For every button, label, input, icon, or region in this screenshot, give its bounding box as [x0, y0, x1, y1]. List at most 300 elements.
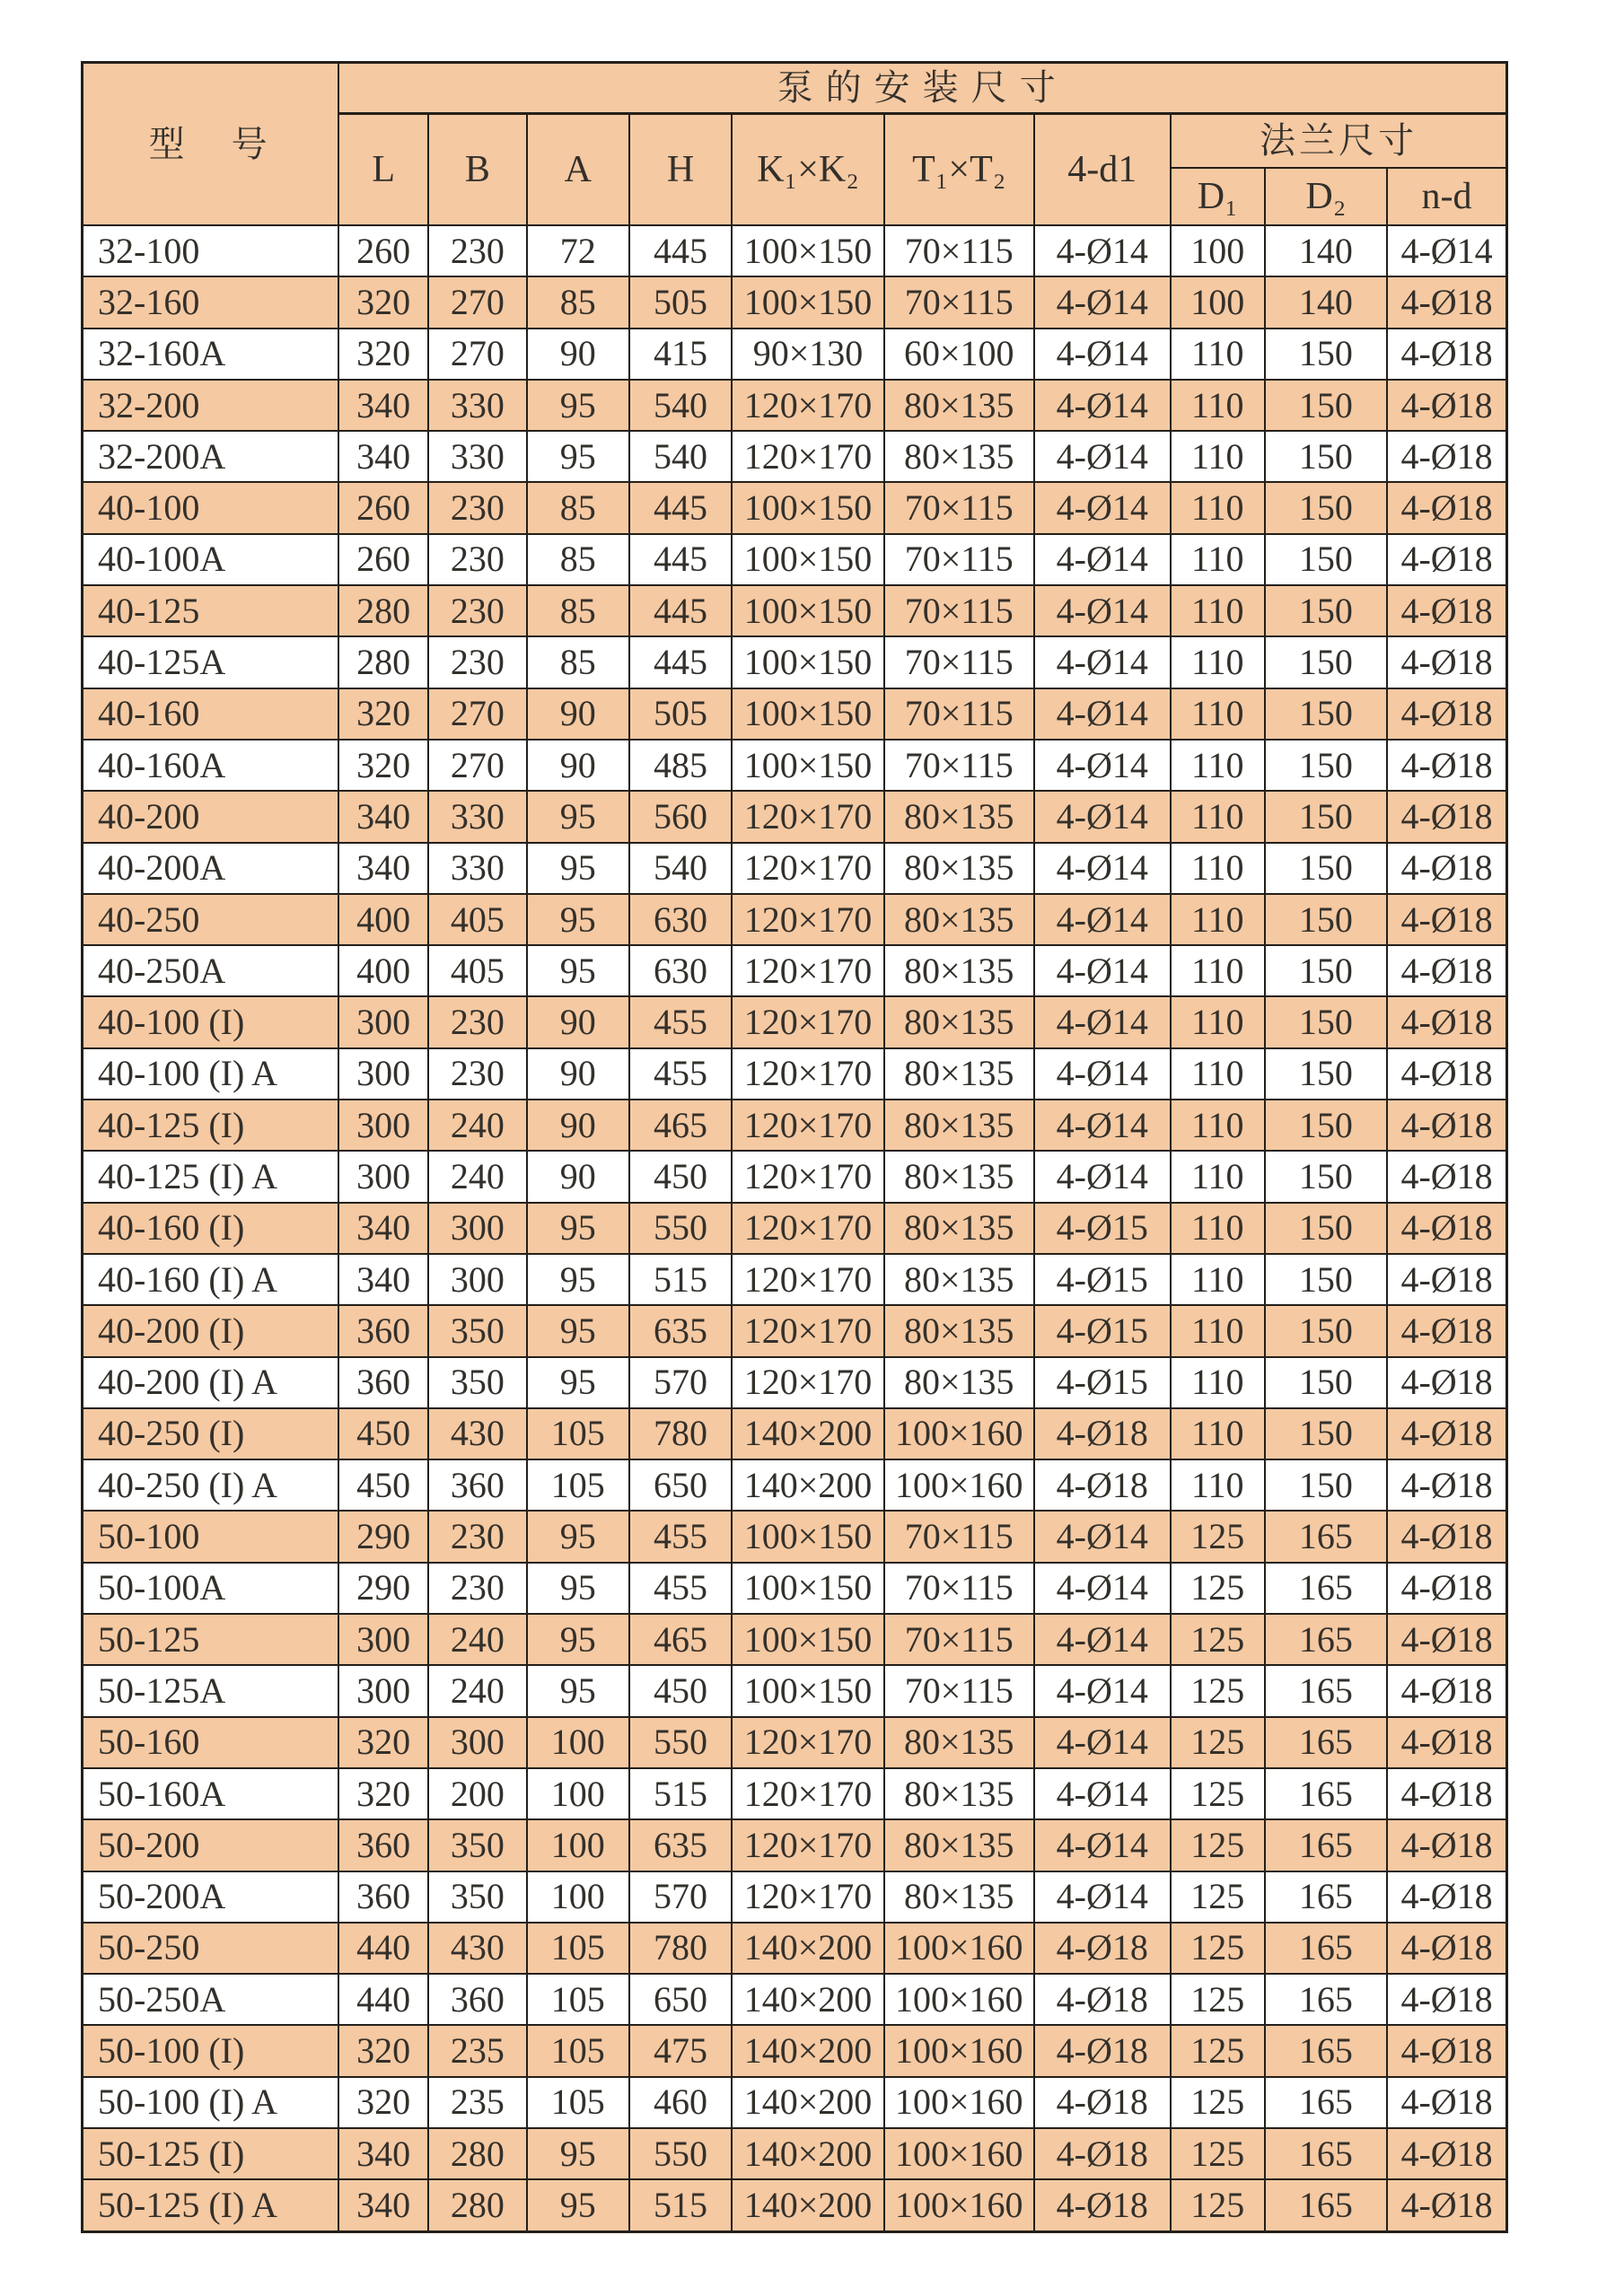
cell-H: 465: [629, 1100, 732, 1151]
cell-D1: 125: [1171, 1768, 1265, 1819]
cell-A: 95: [527, 945, 629, 996]
cell-D1: 110: [1171, 1203, 1265, 1254]
cell-4-d1: 4-Ø14: [1034, 1614, 1171, 1665]
cell-D1: 125: [1171, 1511, 1265, 1562]
cell-A: 95: [527, 1511, 629, 1562]
cell-L: 340: [338, 843, 428, 894]
cell-K1xK2: 120×170: [732, 1717, 884, 1768]
cell-K1xK2: 100×150: [732, 1665, 884, 1716]
cell-model: 50-250: [83, 1923, 339, 1974]
table-row: [83, 1203, 1507, 1254]
cell-D2: 165: [1265, 1614, 1387, 1665]
cell-K1xK2: 140×200: [732, 2025, 884, 2076]
cell-D1: 125: [1171, 1614, 1265, 1665]
cell-4-d1: 4-Ø14: [1034, 1151, 1171, 1202]
cell-K1xK2: 100×150: [732, 1563, 884, 1614]
cell-model: 40-125 (I) A: [83, 1151, 339, 1202]
cell-T1xT2: 70×115: [884, 276, 1034, 328]
table-row: [83, 2077, 1507, 2128]
cell-A: 105: [527, 1923, 629, 1974]
cell-T1xT2: 80×135: [884, 1871, 1034, 1923]
cell-L: 260: [338, 534, 428, 585]
cell-D2: 150: [1265, 534, 1387, 585]
cell-T1xT2: 100×160: [884, 1974, 1034, 2025]
cell-D1: 125: [1171, 2179, 1265, 2231]
table-row: [83, 1563, 1507, 1614]
cell-T1xT2: 80×135: [884, 1100, 1034, 1151]
cell-D1: 125: [1171, 2128, 1265, 2179]
table-row: [83, 1254, 1507, 1305]
cell-H: 550: [629, 1203, 732, 1254]
cell-A: 95: [527, 1614, 629, 1665]
cell-A: 95: [527, 894, 629, 945]
cell-n-d: 4-Ø18: [1387, 1459, 1506, 1511]
cell-K1xK2: 140×200: [732, 1408, 884, 1459]
cell-A: 95: [527, 1563, 629, 1614]
cell-T1xT2: 70×115: [884, 585, 1034, 636]
cell-B: 300: [428, 1717, 527, 1768]
cell-D1: 110: [1171, 1151, 1265, 1202]
cell-L: 340: [338, 1203, 428, 1254]
cell-L: 340: [338, 1254, 428, 1305]
cell-A: 95: [527, 1665, 629, 1716]
cell-D2: 165: [1265, 2025, 1387, 2076]
cell-D1: 125: [1171, 1923, 1265, 1974]
cell-n-d: 4-Ø18: [1387, 1665, 1506, 1716]
cell-D2: 165: [1265, 1717, 1387, 1768]
cell-D2: 150: [1265, 431, 1387, 482]
cell-4-d1: 4-Ø14: [1034, 1665, 1171, 1716]
cell-n-d: 4-Ø18: [1387, 1974, 1506, 2025]
cell-A: 95: [527, 1203, 629, 1254]
table-row: [83, 329, 1507, 380]
cell-H: 560: [629, 791, 732, 842]
cell-n-d: 4-Ø14: [1387, 225, 1506, 276]
cell-T1xT2: 70×115: [884, 1511, 1034, 1562]
cell-K1xK2: 100×150: [732, 225, 884, 276]
cell-B: 350: [428, 1871, 527, 1923]
cell-T1xT2: 80×135: [884, 791, 1034, 842]
cell-D2: 150: [1265, 740, 1387, 791]
cell-4-d1: 4-Ø14: [1034, 945, 1171, 996]
table-row: [83, 1819, 1507, 1871]
cell-model: 40-250 (I) A: [83, 1459, 339, 1511]
cell-L: 360: [338, 1305, 428, 1356]
cell-H: 570: [629, 1871, 732, 1923]
cell-model: 50-200: [83, 1819, 339, 1871]
cell-H: 445: [629, 585, 732, 636]
cell-L: 300: [338, 1048, 428, 1100]
cell-K1xK2: 100×150: [732, 534, 884, 585]
cell-B: 270: [428, 688, 527, 740]
cell-T1xT2: 80×135: [884, 1357, 1034, 1408]
cell-A: 85: [527, 636, 629, 688]
cell-L: 260: [338, 225, 428, 276]
table-row: [83, 1923, 1507, 1974]
cell-4-d1: 4-Ø14: [1034, 431, 1171, 482]
cell-D2: 150: [1265, 482, 1387, 533]
cell-T1xT2: 70×115: [884, 225, 1034, 276]
cell-model: 50-125 (I) A: [83, 2179, 339, 2231]
cell-4-d1: 4-Ø14: [1034, 329, 1171, 380]
cell-B: 235: [428, 2025, 527, 2076]
cell-B: 240: [428, 1665, 527, 1716]
cell-model: 50-125A: [83, 1665, 339, 1716]
cell-4-d1: 4-Ø18: [1034, 1923, 1171, 1974]
cell-n-d: 4-Ø18: [1387, 1563, 1506, 1614]
cell-H: 540: [629, 380, 732, 431]
cell-T1xT2: 70×115: [884, 482, 1034, 533]
cell-D1: 125: [1171, 1563, 1265, 1614]
cell-H: 515: [629, 1254, 732, 1305]
cell-H: 445: [629, 225, 732, 276]
cell-D1: 110: [1171, 1408, 1265, 1459]
cell-A: 95: [527, 1254, 629, 1305]
cell-A: 105: [527, 2025, 629, 2076]
cell-K1xK2: 120×170: [732, 431, 884, 482]
cell-4-d1: 4-Ø14: [1034, 534, 1171, 585]
cell-L: 450: [338, 1459, 428, 1511]
cell-D2: 165: [1265, 1768, 1387, 1819]
cell-H: 445: [629, 534, 732, 585]
cell-B: 405: [428, 894, 527, 945]
cell-A: 95: [527, 431, 629, 482]
cell-H: 485: [629, 740, 732, 791]
cell-4-d1: 4-Ø14: [1034, 380, 1171, 431]
header-col-D1: D₁: [1171, 168, 1265, 225]
table-row: [83, 2128, 1507, 2179]
cell-n-d: 4-Ø18: [1387, 1151, 1506, 1202]
cell-H: 455: [629, 1511, 732, 1562]
cell-n-d: 4-Ø18: [1387, 740, 1506, 791]
cell-T1xT2: 70×115: [884, 740, 1034, 791]
cell-4-d1: 4-Ø18: [1034, 1408, 1171, 1459]
cell-D1: 110: [1171, 843, 1265, 894]
cell-K1xK2: 120×170: [732, 1254, 884, 1305]
cell-L: 320: [338, 2025, 428, 2076]
table-row: [83, 1408, 1507, 1459]
cell-T1xT2: 80×135: [884, 1305, 1034, 1356]
cell-model: 40-200 (I) A: [83, 1357, 339, 1408]
cell-4-d1: 4-Ø18: [1034, 2179, 1171, 2231]
cell-D2: 165: [1265, 1871, 1387, 1923]
cell-B: 230: [428, 996, 527, 1047]
cell-model: 40-125 (I): [83, 1100, 339, 1151]
cell-D2: 150: [1265, 843, 1387, 894]
cell-A: 95: [527, 843, 629, 894]
cell-D2: 150: [1265, 688, 1387, 740]
cell-model: 32-160: [83, 276, 339, 328]
cell-K1xK2: 120×170: [732, 1100, 884, 1151]
cell-T1xT2: 100×160: [884, 1408, 1034, 1459]
cell-model: 50-250A: [83, 1974, 339, 2025]
cell-B: 350: [428, 1305, 527, 1356]
cell-model: 40-100: [83, 482, 339, 533]
cell-B: 330: [428, 791, 527, 842]
cell-K1xK2: 120×170: [732, 843, 884, 894]
cell-H: 630: [629, 945, 732, 996]
cell-model: 32-200: [83, 380, 339, 431]
cell-n-d: 4-Ø18: [1387, 1357, 1506, 1408]
cell-B: 280: [428, 2128, 527, 2179]
cell-L: 340: [338, 431, 428, 482]
cell-n-d: 4-Ø18: [1387, 2128, 1506, 2179]
cell-A: 72: [527, 225, 629, 276]
cell-4-d1: 4-Ø18: [1034, 2077, 1171, 2128]
table-row: [83, 636, 1507, 688]
cell-model: 40-250A: [83, 945, 339, 996]
cell-L: 320: [338, 688, 428, 740]
table-row: [83, 1151, 1507, 1202]
cell-H: 550: [629, 2128, 732, 2179]
table-row: [83, 1768, 1507, 1819]
cell-K1xK2: 120×170: [732, 1871, 884, 1923]
cell-D1: 125: [1171, 1819, 1265, 1871]
cell-model: 50-125 (I): [83, 2128, 339, 2179]
cell-A: 105: [527, 2077, 629, 2128]
cell-n-d: 4-Ø18: [1387, 1768, 1506, 1819]
cell-B: 270: [428, 329, 527, 380]
cell-B: 240: [428, 1614, 527, 1665]
cell-H: 570: [629, 1357, 732, 1408]
cell-H: 505: [629, 276, 732, 328]
cell-model: 40-160 (I) A: [83, 1254, 339, 1305]
cell-model: 50-100A: [83, 1563, 339, 1614]
cell-D2: 150: [1265, 1357, 1387, 1408]
cell-L: 320: [338, 1717, 428, 1768]
cell-B: 430: [428, 1408, 527, 1459]
header-install-dimensions: 泵的安装尺寸: [338, 63, 1506, 114]
cell-D1: 110: [1171, 945, 1265, 996]
cell-K1xK2: 120×170: [732, 1305, 884, 1356]
cell-n-d: 4-Ø18: [1387, 636, 1506, 688]
cell-D2: 165: [1265, 2179, 1387, 2231]
cell-n-d: 4-Ø18: [1387, 585, 1506, 636]
cell-H: 540: [629, 843, 732, 894]
cell-4-d1: 4-Ø15: [1034, 1203, 1171, 1254]
header-col-T1xT2: T₁×T₂: [884, 114, 1034, 226]
cell-T1xT2: 80×135: [884, 996, 1034, 1047]
table-row: [83, 2025, 1507, 2076]
cell-T1xT2: 80×135: [884, 1151, 1034, 1202]
cell-A: 85: [527, 482, 629, 533]
cell-model: 40-160 (I): [83, 1203, 339, 1254]
cell-4-d1: 4-Ø14: [1034, 740, 1171, 791]
cell-4-d1: 4-Ø14: [1034, 894, 1171, 945]
cell-D1: 125: [1171, 2025, 1265, 2076]
header-row-1: [83, 63, 1507, 114]
cell-T1xT2: 70×115: [884, 1665, 1034, 1716]
cell-B: 405: [428, 945, 527, 996]
cell-n-d: 4-Ø18: [1387, 1048, 1506, 1100]
cell-B: 230: [428, 1511, 527, 1562]
cell-D2: 150: [1265, 1459, 1387, 1511]
cell-D2: 165: [1265, 1923, 1387, 1974]
cell-L: 320: [338, 276, 428, 328]
cell-L: 340: [338, 2128, 428, 2179]
cell-K1xK2: 100×150: [732, 1614, 884, 1665]
header-flange-dimensions: 法兰尺寸: [1171, 114, 1507, 169]
cell-A: 90: [527, 329, 629, 380]
table-row: [83, 894, 1507, 945]
cell-A: 105: [527, 1974, 629, 2025]
cell-T1xT2: 80×135: [884, 1254, 1034, 1305]
cell-K1xK2: 120×170: [732, 1048, 884, 1100]
cell-T1xT2: 80×135: [884, 431, 1034, 482]
cell-L: 260: [338, 482, 428, 533]
cell-model: 50-100: [83, 1511, 339, 1562]
cell-L: 360: [338, 1819, 428, 1871]
cell-n-d: 4-Ø18: [1387, 996, 1506, 1047]
cell-H: 550: [629, 1717, 732, 1768]
cell-n-d: 4-Ø18: [1387, 276, 1506, 328]
cell-model: 50-200A: [83, 1871, 339, 1923]
cell-D1: 110: [1171, 1305, 1265, 1356]
cell-K1xK2: 120×170: [732, 945, 884, 996]
cell-D1: 110: [1171, 1048, 1265, 1100]
cell-K1xK2: 120×170: [732, 1203, 884, 1254]
cell-H: 455: [629, 996, 732, 1047]
cell-D2: 165: [1265, 1563, 1387, 1614]
cell-H: 475: [629, 2025, 732, 2076]
cell-n-d: 4-Ø18: [1387, 380, 1506, 431]
cell-D1: 110: [1171, 1459, 1265, 1511]
cell-L: 440: [338, 1923, 428, 1974]
header-col-K1xK2: K₁×K₂: [732, 114, 884, 226]
cell-K1xK2: 140×200: [732, 2179, 884, 2231]
cell-A: 95: [527, 791, 629, 842]
cell-n-d: 4-Ø18: [1387, 2077, 1506, 2128]
cell-H: 780: [629, 1923, 732, 1974]
cell-4-d1: 4-Ø18: [1034, 2025, 1171, 2076]
cell-D1: 125: [1171, 1871, 1265, 1923]
table-row: [83, 276, 1507, 328]
cell-T1xT2: 80×135: [884, 1048, 1034, 1100]
table-row: [83, 1459, 1507, 1511]
header-col-A: A: [527, 114, 629, 226]
cell-4-d1: 4-Ø14: [1034, 1871, 1171, 1923]
cell-n-d: 4-Ø18: [1387, 431, 1506, 482]
cell-model: 50-100 (I) A: [83, 2077, 339, 2128]
cell-4-d1: 4-Ø14: [1034, 482, 1171, 533]
cell-D1: 110: [1171, 1357, 1265, 1408]
cell-model: 40-200: [83, 791, 339, 842]
cell-K1xK2: 100×150: [732, 688, 884, 740]
cell-model: 40-125A: [83, 636, 339, 688]
cell-H: 455: [629, 1048, 732, 1100]
cell-H: 635: [629, 1305, 732, 1356]
cell-4-d1: 4-Ø14: [1034, 1768, 1171, 1819]
cell-A: 105: [527, 1459, 629, 1511]
cell-n-d: 4-Ø18: [1387, 2025, 1506, 2076]
cell-D2: 150: [1265, 1408, 1387, 1459]
cell-D2: 165: [1265, 1974, 1387, 2025]
cell-K1xK2: 100×150: [732, 740, 884, 791]
cell-D1: 110: [1171, 380, 1265, 431]
cell-D2: 150: [1265, 1203, 1387, 1254]
pump-dimensions-table: [81, 61, 1508, 2233]
cell-B: 360: [428, 1459, 527, 1511]
cell-H: 445: [629, 636, 732, 688]
cell-A: 100: [527, 1871, 629, 1923]
header-col-D2: D₂: [1265, 168, 1387, 225]
table-row: [83, 1871, 1507, 1923]
cell-K1xK2: 120×170: [732, 1768, 884, 1819]
cell-D1: 100: [1171, 276, 1265, 328]
cell-B: 235: [428, 2077, 527, 2128]
cell-A: 90: [527, 688, 629, 740]
cell-4-d1: 4-Ø14: [1034, 843, 1171, 894]
cell-L: 320: [338, 740, 428, 791]
cell-A: 90: [527, 996, 629, 1047]
cell-model: 50-160A: [83, 1768, 339, 1819]
cell-D1: 110: [1171, 996, 1265, 1047]
cell-model: 40-250: [83, 894, 339, 945]
cell-T1xT2: 70×115: [884, 1614, 1034, 1665]
cell-A: 90: [527, 740, 629, 791]
cell-K1xK2: 120×170: [732, 894, 884, 945]
cell-B: 270: [428, 276, 527, 328]
table-row: [83, 482, 1507, 533]
cell-T1xT2: 100×160: [884, 1923, 1034, 1974]
cell-D1: 110: [1171, 1100, 1265, 1151]
cell-n-d: 4-Ø18: [1387, 534, 1506, 585]
cell-A: 95: [527, 380, 629, 431]
cell-L: 300: [338, 1100, 428, 1151]
cell-H: 515: [629, 1768, 732, 1819]
cell-D2: 150: [1265, 791, 1387, 842]
cell-H: 650: [629, 1459, 732, 1511]
cell-K1xK2: 140×200: [732, 1459, 884, 1511]
cell-T1xT2: 70×115: [884, 636, 1034, 688]
cell-K1xK2: 140×200: [732, 2077, 884, 2128]
cell-L: 340: [338, 791, 428, 842]
table-row: [83, 1974, 1507, 2025]
cell-4-d1: 4-Ø14: [1034, 225, 1171, 276]
cell-model: 40-200A: [83, 843, 339, 894]
cell-H: 505: [629, 688, 732, 740]
table-row: [83, 1614, 1507, 1665]
table-row: [83, 1717, 1507, 1768]
cell-H: 455: [629, 1563, 732, 1614]
cell-D2: 150: [1265, 1100, 1387, 1151]
table-row: [83, 1511, 1507, 1562]
cell-L: 360: [338, 1357, 428, 1408]
cell-L: 440: [338, 1974, 428, 2025]
cell-D2: 165: [1265, 1511, 1387, 1562]
table-row: [83, 791, 1507, 842]
cell-B: 350: [428, 1819, 527, 1871]
cell-A: 95: [527, 2128, 629, 2179]
cell-H: 635: [629, 1819, 732, 1871]
cell-4-d1: 4-Ø14: [1034, 791, 1171, 842]
cell-D1: 125: [1171, 2077, 1265, 2128]
cell-L: 320: [338, 1768, 428, 1819]
cell-D1: 110: [1171, 894, 1265, 945]
cell-n-d: 4-Ø18: [1387, 329, 1506, 380]
cell-4-d1: 4-Ø18: [1034, 1459, 1171, 1511]
cell-T1xT2: 80×135: [884, 1717, 1034, 1768]
cell-D1: 110: [1171, 791, 1265, 842]
cell-D1: 110: [1171, 329, 1265, 380]
cell-H: 780: [629, 1408, 732, 1459]
cell-n-d: 4-Ø18: [1387, 1408, 1506, 1459]
cell-K1xK2: 100×150: [732, 1511, 884, 1562]
cell-K1xK2: 100×150: [732, 636, 884, 688]
table-row: [83, 1048, 1507, 1100]
cell-K1xK2: 140×200: [732, 1974, 884, 2025]
cell-4-d1: 4-Ø14: [1034, 1563, 1171, 1614]
